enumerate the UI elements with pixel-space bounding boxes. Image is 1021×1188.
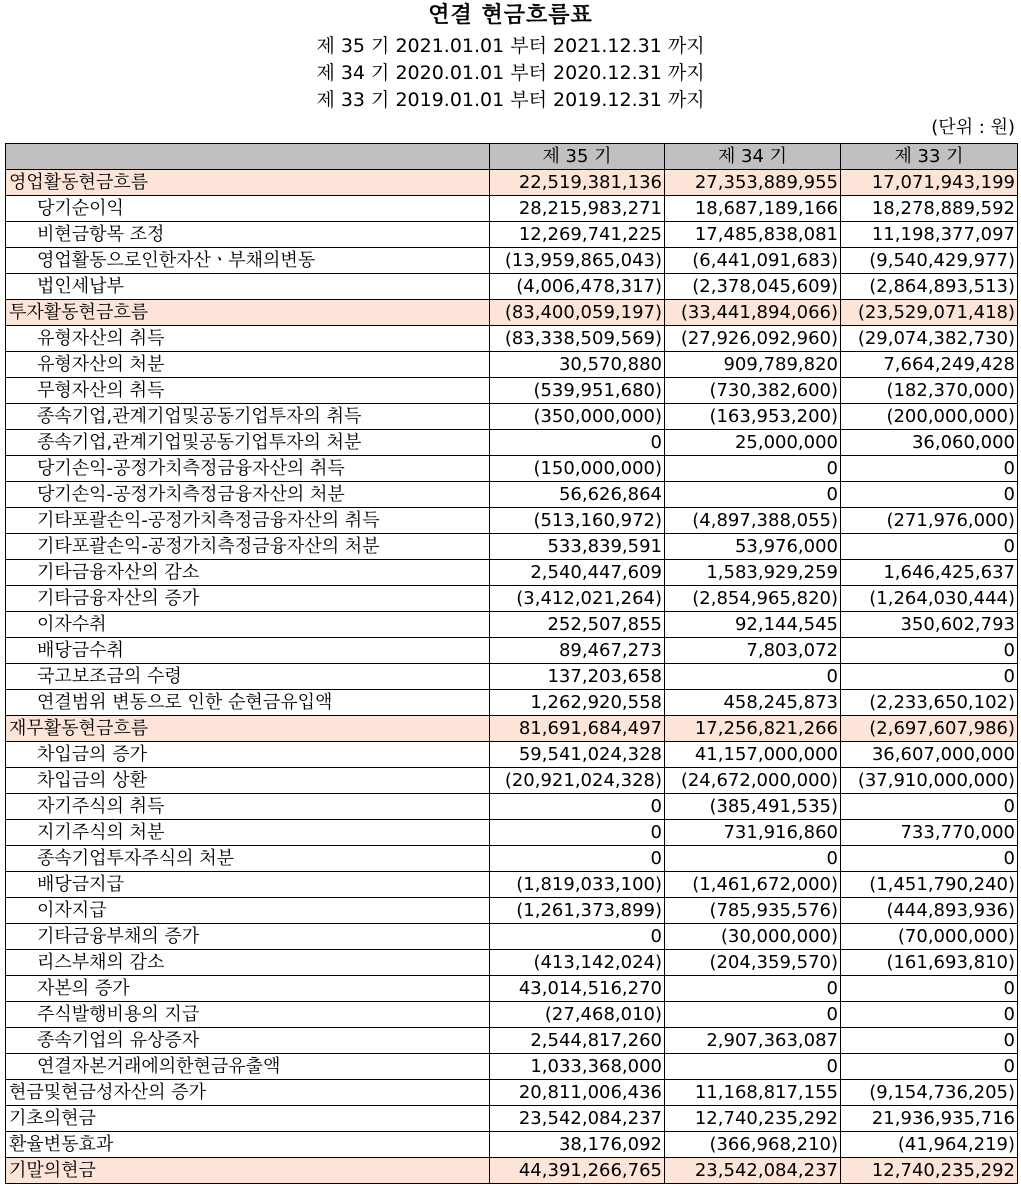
header-period-33: 제 33 기 bbox=[841, 144, 1018, 170]
table-row bbox=[6, 430, 1018, 456]
account-label: 무형자산의 취득 bbox=[6, 378, 490, 404]
table-row bbox=[6, 846, 1018, 872]
amount-period-35: 1,262,920,558 bbox=[490, 690, 665, 716]
table-row bbox=[6, 482, 1018, 508]
account-label: 당기손익-공정가치측정금융자산의 처분 bbox=[6, 482, 490, 508]
amount-period-34: 92,144,545 bbox=[665, 612, 841, 638]
account-label: 영업활동으로인한자산ㆍ부채의변동 bbox=[6, 248, 490, 274]
account-label: 차입금의 증가 bbox=[6, 742, 490, 768]
table-row bbox=[6, 1132, 1018, 1158]
table-row bbox=[6, 638, 1018, 664]
amount-period-35: 30,570,880 bbox=[490, 352, 665, 378]
amount-period-35: (350,000,000) bbox=[490, 404, 665, 430]
amount-period-35: (4,006,478,317) bbox=[490, 274, 665, 300]
table-row bbox=[6, 664, 1018, 690]
amount-period-35: 0 bbox=[490, 924, 665, 950]
amount-period-35: (83,400,059,197) bbox=[490, 300, 665, 326]
account-label: 이자지급 bbox=[6, 898, 490, 924]
amount-period-34: (27,926,092,960) bbox=[665, 326, 841, 352]
account-label: 연결자본거래에의한현금유출액 bbox=[6, 1054, 490, 1080]
account-label: 배당금수취 bbox=[6, 638, 490, 664]
amount-period-34: 17,485,838,081 bbox=[665, 222, 841, 248]
table-row bbox=[6, 872, 1018, 898]
table-row-section bbox=[6, 1158, 1018, 1184]
table-row bbox=[6, 534, 1018, 560]
account-label: 당기순이익 bbox=[6, 196, 490, 222]
amount-period-34: 17,256,821,266 bbox=[665, 716, 841, 742]
table-row bbox=[6, 404, 1018, 430]
account-label: 당기손익-공정가치측정금융자산의 취득 bbox=[6, 456, 490, 482]
amount-period-34: 0 bbox=[665, 846, 841, 872]
amount-period-34: (385,491,535) bbox=[665, 794, 841, 820]
amount-period-35: (83,338,509,569) bbox=[490, 326, 665, 352]
amount-period-34: (4,897,388,055) bbox=[665, 508, 841, 534]
table-row-section bbox=[6, 300, 1018, 326]
amount-period-34: 909,789,820 bbox=[665, 352, 841, 378]
amount-period-34: 23,542,084,237 bbox=[665, 1158, 841, 1184]
cash-flow-table bbox=[5, 143, 1018, 1184]
period-line-34: 제 34 기 2020.01.01 부터 2020.12.31 까지 bbox=[316, 62, 705, 84]
amount-period-33: 0 bbox=[841, 638, 1018, 664]
amount-period-35: 44,391,266,765 bbox=[490, 1158, 665, 1184]
table-row bbox=[6, 1054, 1018, 1080]
statement-title: 연결 현금흐름표 bbox=[428, 3, 593, 28]
amount-period-34: (2,378,045,609) bbox=[665, 274, 841, 300]
account-label: 종속기업의 유상증자 bbox=[6, 1028, 490, 1054]
amount-period-33: (161,693,810) bbox=[841, 950, 1018, 976]
amount-period-35: 89,467,273 bbox=[490, 638, 665, 664]
header-period-35: 제 35 기 bbox=[490, 144, 665, 170]
amount-period-34: 0 bbox=[665, 1054, 841, 1080]
amount-period-34: (730,382,600) bbox=[665, 378, 841, 404]
amount-period-34: 0 bbox=[665, 1002, 841, 1028]
amount-period-33: (23,529,071,418) bbox=[841, 300, 1018, 326]
amount-period-34: 18,687,189,166 bbox=[665, 196, 841, 222]
amount-period-35: (20,921,024,328) bbox=[490, 768, 665, 794]
table-row bbox=[6, 898, 1018, 924]
amount-period-33: (37,910,000,000) bbox=[841, 768, 1018, 794]
table-row bbox=[6, 508, 1018, 534]
amount-period-34: 0 bbox=[665, 976, 841, 1002]
amount-period-34: 11,168,817,155 bbox=[665, 1080, 841, 1106]
amount-period-35: (539,951,680) bbox=[490, 378, 665, 404]
period-line-33: 제 33 기 2019.01.01 부터 2019.12.31 까지 bbox=[316, 89, 705, 111]
amount-period-33: (9,154,736,205) bbox=[841, 1080, 1018, 1106]
amount-period-33: (2,697,607,986) bbox=[841, 716, 1018, 742]
amount-period-34: 731,916,860 bbox=[665, 820, 841, 846]
table-row bbox=[6, 742, 1018, 768]
account-label: 이자수취 bbox=[6, 612, 490, 638]
amount-period-35: 59,541,024,328 bbox=[490, 742, 665, 768]
table-row bbox=[6, 586, 1018, 612]
amount-period-33: 0 bbox=[841, 1002, 1018, 1028]
amount-period-33: (444,893,936) bbox=[841, 898, 1018, 924]
amount-period-34: 1,583,929,259 bbox=[665, 560, 841, 586]
amount-period-33: 21,936,935,716 bbox=[841, 1106, 1018, 1132]
amount-period-33: 1,646,425,637 bbox=[841, 560, 1018, 586]
amount-period-34: 7,803,072 bbox=[665, 638, 841, 664]
amount-period-33: 7,664,249,428 bbox=[841, 352, 1018, 378]
amount-period-33: 36,060,000 bbox=[841, 430, 1018, 456]
amount-period-35: 2,540,447,609 bbox=[490, 560, 665, 586]
amount-period-33: 11,198,377,097 bbox=[841, 222, 1018, 248]
amount-period-33: 18,278,889,592 bbox=[841, 196, 1018, 222]
table-body bbox=[6, 170, 1018, 1184]
amount-period-33: (9,540,429,977) bbox=[841, 248, 1018, 274]
amount-period-35: 28,215,983,271 bbox=[490, 196, 665, 222]
amount-period-35: 43,014,516,270 bbox=[490, 976, 665, 1002]
amount-period-35: (513,160,972) bbox=[490, 508, 665, 534]
amount-period-34: 53,976,000 bbox=[665, 534, 841, 560]
amount-period-34: 458,245,873 bbox=[665, 690, 841, 716]
amount-period-35: 0 bbox=[490, 430, 665, 456]
amount-period-33: 36,607,000,000 bbox=[841, 742, 1018, 768]
period-line-35: 제 35 기 2021.01.01 부터 2021.12.31 까지 bbox=[316, 35, 705, 57]
table-row-section bbox=[6, 170, 1018, 196]
account-label: 자기주식의 취득 bbox=[6, 794, 490, 820]
amount-period-33: (70,000,000) bbox=[841, 924, 1018, 950]
amount-period-33: 350,602,793 bbox=[841, 612, 1018, 638]
amount-period-35: 23,542,084,237 bbox=[490, 1106, 665, 1132]
amount-period-35: 252,507,855 bbox=[490, 612, 665, 638]
amount-period-34: (33,441,894,066) bbox=[665, 300, 841, 326]
account-label: 연결범위 변동으로 인한 순현금유입액 bbox=[6, 690, 490, 716]
table-row bbox=[6, 1080, 1018, 1106]
account-label: 종속기업투자주식의 처분 bbox=[6, 846, 490, 872]
amount-period-34: (24,672,000,000) bbox=[665, 768, 841, 794]
amount-period-34: 12,740,235,292 bbox=[665, 1106, 841, 1132]
account-label: 지기주식의 처분 bbox=[6, 820, 490, 846]
amount-period-33: (271,976,000) bbox=[841, 508, 1018, 534]
account-label: 비현금항목 조정 bbox=[6, 222, 490, 248]
account-label: 기타금융자산의 감소 bbox=[6, 560, 490, 586]
header-account bbox=[6, 144, 490, 170]
amount-period-35: 12,269,741,225 bbox=[490, 222, 665, 248]
account-label: 기타금융자산의 증가 bbox=[6, 586, 490, 612]
amount-period-33: 0 bbox=[841, 534, 1018, 560]
account-label: 투자활동현금흐름 bbox=[6, 300, 490, 326]
table-header-row bbox=[6, 144, 1018, 170]
amount-period-34: 0 bbox=[665, 456, 841, 482]
account-label: 법인세납부 bbox=[6, 274, 490, 300]
amount-period-33: 17,071,943,199 bbox=[841, 170, 1018, 196]
table-row bbox=[6, 950, 1018, 976]
account-label: 유형자산의 처분 bbox=[6, 352, 490, 378]
amount-period-35: (150,000,000) bbox=[490, 456, 665, 482]
amount-period-35: (1,819,033,100) bbox=[490, 872, 665, 898]
amount-period-33: 12,740,235,292 bbox=[841, 1158, 1018, 1184]
table-row bbox=[6, 248, 1018, 274]
amount-period-33: 0 bbox=[841, 456, 1018, 482]
amount-period-34: 0 bbox=[665, 664, 841, 690]
amount-period-33: 0 bbox=[841, 482, 1018, 508]
amount-period-34: (1,461,672,000) bbox=[665, 872, 841, 898]
amount-period-34: (163,953,200) bbox=[665, 404, 841, 430]
amount-period-35: (3,412,021,264) bbox=[490, 586, 665, 612]
amount-period-35: 1,033,368,000 bbox=[490, 1054, 665, 1080]
amount-period-35: 2,544,817,260 bbox=[490, 1028, 665, 1054]
amount-period-35: 81,691,684,497 bbox=[490, 716, 665, 742]
account-label: 유형자산의 취득 bbox=[6, 326, 490, 352]
amount-period-33: (2,233,650,102) bbox=[841, 690, 1018, 716]
amount-period-33: 0 bbox=[841, 1054, 1018, 1080]
amount-period-34: 2,907,363,087 bbox=[665, 1028, 841, 1054]
amount-period-33: 0 bbox=[841, 1028, 1018, 1054]
amount-period-34: (366,968,210) bbox=[665, 1132, 841, 1158]
account-label: 종속기업,관계기업및공동기업투자의 취득 bbox=[6, 404, 490, 430]
account-label: 기말의현금 bbox=[6, 1158, 490, 1184]
table-row bbox=[6, 690, 1018, 716]
amount-period-33: 733,770,000 bbox=[841, 820, 1018, 846]
account-label: 배당금지급 bbox=[6, 872, 490, 898]
header-period-34: 제 34 기 bbox=[665, 144, 841, 170]
table-row bbox=[6, 274, 1018, 300]
amount-period-35: 533,839,591 bbox=[490, 534, 665, 560]
amount-period-33: 0 bbox=[841, 976, 1018, 1002]
account-label: 기타포괄손익-공정가치측정금융자산의 처분 bbox=[6, 534, 490, 560]
table-row bbox=[6, 456, 1018, 482]
amount-period-35: (413,142,024) bbox=[490, 950, 665, 976]
table-row bbox=[6, 612, 1018, 638]
table-row bbox=[6, 1002, 1018, 1028]
amount-period-34: 27,353,889,955 bbox=[665, 170, 841, 196]
amount-period-33: (29,074,382,730) bbox=[841, 326, 1018, 352]
amount-period-35: (1,261,373,899) bbox=[490, 898, 665, 924]
amount-period-35: 22,519,381,136 bbox=[490, 170, 665, 196]
account-label: 기타금융부채의 증가 bbox=[6, 924, 490, 950]
table-row-section bbox=[6, 716, 1018, 742]
account-label: 자본의 증가 bbox=[6, 976, 490, 1002]
table-row bbox=[6, 1028, 1018, 1054]
amount-period-33: (182,370,000) bbox=[841, 378, 1018, 404]
amount-period-33: (200,000,000) bbox=[841, 404, 1018, 430]
account-label: 종속기업,관계기업및공동기업투자의 처분 bbox=[6, 430, 490, 456]
account-label: 재무활동현금흐름 bbox=[6, 716, 490, 742]
amount-period-33: (1,264,030,444) bbox=[841, 586, 1018, 612]
amount-period-35: 38,176,092 bbox=[490, 1132, 665, 1158]
amount-period-35: (27,468,010) bbox=[490, 1002, 665, 1028]
amount-period-35: 137,203,658 bbox=[490, 664, 665, 690]
amount-period-35: 56,626,864 bbox=[490, 482, 665, 508]
account-label: 리스부채의 감소 bbox=[6, 950, 490, 976]
amount-period-34: (30,000,000) bbox=[665, 924, 841, 950]
table-row bbox=[6, 768, 1018, 794]
amount-period-35: 0 bbox=[490, 846, 665, 872]
table-row bbox=[6, 1106, 1018, 1132]
account-label: 주식발행비용의 지급 bbox=[6, 1002, 490, 1028]
amount-period-33: (2,864,893,513) bbox=[841, 274, 1018, 300]
amount-period-35: (13,959,865,043) bbox=[490, 248, 665, 274]
table-row bbox=[6, 976, 1018, 1002]
amount-period-34: (204,359,570) bbox=[665, 950, 841, 976]
amount-period-34: 41,157,000,000 bbox=[665, 742, 841, 768]
amount-period-33: 0 bbox=[841, 664, 1018, 690]
account-label: 영업활동현금흐름 bbox=[6, 170, 490, 196]
amount-period-33: 0 bbox=[841, 794, 1018, 820]
table-row bbox=[6, 560, 1018, 586]
account-label: 기초의현금 bbox=[6, 1106, 490, 1132]
table-row bbox=[6, 222, 1018, 248]
unit-label: (단위 : 원) bbox=[931, 117, 1015, 138]
amount-period-35: 20,811,006,436 bbox=[490, 1080, 665, 1106]
amount-period-33: 0 bbox=[841, 846, 1018, 872]
table-row bbox=[6, 378, 1018, 404]
account-label: 차입금의 상환 bbox=[6, 768, 490, 794]
amount-period-35: 0 bbox=[490, 820, 665, 846]
table-row bbox=[6, 196, 1018, 222]
account-label: 기타포괄손익-공정가치측정금융자산의 취득 bbox=[6, 508, 490, 534]
amount-period-34: 0 bbox=[665, 482, 841, 508]
amount-period-33: (1,451,790,240) bbox=[841, 872, 1018, 898]
amount-period-34: (2,854,965,820) bbox=[665, 586, 841, 612]
table-row bbox=[6, 924, 1018, 950]
account-label: 환율변동효과 bbox=[6, 1132, 490, 1158]
table-row bbox=[6, 794, 1018, 820]
table-row bbox=[6, 820, 1018, 846]
table-row bbox=[6, 352, 1018, 378]
amount-period-34: (6,441,091,683) bbox=[665, 248, 841, 274]
amount-period-35: 0 bbox=[490, 794, 665, 820]
amount-period-34: 25,000,000 bbox=[665, 430, 841, 456]
table-row bbox=[6, 326, 1018, 352]
amount-period-33: (41,964,219) bbox=[841, 1132, 1018, 1158]
account-label: 현금및현금성자산의 증가 bbox=[6, 1080, 490, 1106]
account-label: 국고보조금의 수령 bbox=[6, 664, 490, 690]
amount-period-34: (785,935,576) bbox=[665, 898, 841, 924]
